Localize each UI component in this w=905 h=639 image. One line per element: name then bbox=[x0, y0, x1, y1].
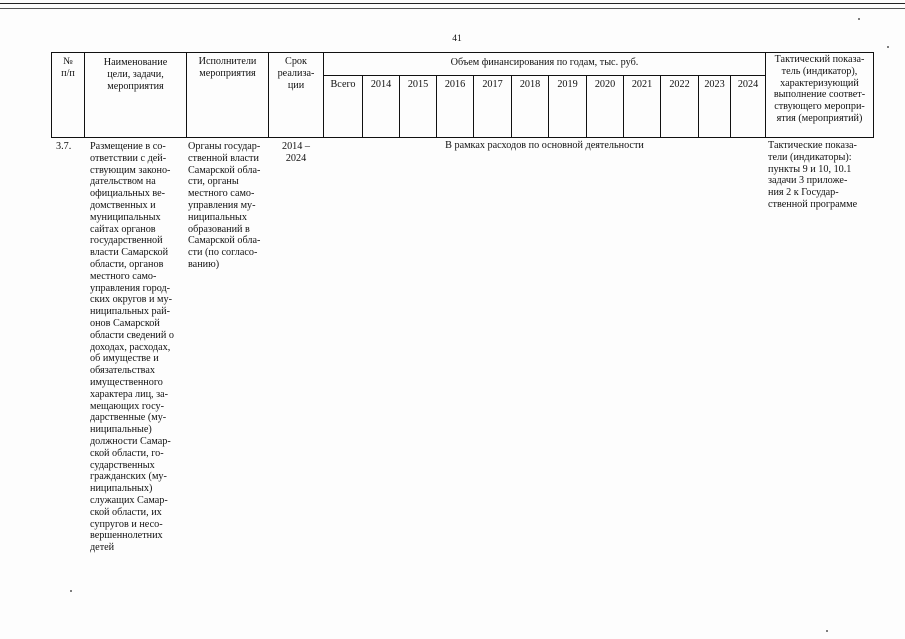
row-funding: В рамках расходов по основной деятельности bbox=[445, 140, 644, 151]
header-executors: Исполнители мероприятия bbox=[198, 56, 257, 79]
scan-speck bbox=[887, 46, 889, 48]
header-name: Наименование цели, задачи, мероприятия bbox=[103, 57, 168, 92]
header-term: Срок реализа- ции bbox=[277, 56, 315, 91]
row-term: 2014 – 2024 bbox=[281, 141, 310, 164]
header-year: 2020 bbox=[594, 79, 616, 90]
scan-edge-line bbox=[0, 8, 905, 9]
header-year: 2014 bbox=[370, 79, 392, 90]
row-name: Размещение в со- ответствии с дей- ствующим законо- дательством на официальных ве- домственных и муниципальных сайтах органов государственной власти Самарской области, органов местного само- управления город- ских округов и му- ниципальных рай- онов Самарской области сведений о доходах, расходах, об имуществе и обязательствах имущественного характера лиц, за- мещающих госу- дарственные (му- ниципальные) должности Самар- ской области, го- сударственных гражданских (му- ниципальных) служащих Самар- ской области, их супругов и несо- вершеннолетних детей bbox=[90, 141, 174, 554]
header-year: 2023 bbox=[704, 79, 725, 90]
row-number: 3.7. bbox=[56, 141, 72, 152]
scan-speck bbox=[70, 590, 72, 592]
scan-edge-line bbox=[0, 3, 905, 4]
header-total: Всего bbox=[330, 79, 356, 90]
scan-speck bbox=[858, 18, 860, 20]
header-year: 2019 bbox=[557, 79, 578, 90]
header-number: № п/п bbox=[61, 56, 75, 79]
header-year: 2021 bbox=[631, 79, 653, 90]
header-year: 2015 bbox=[407, 79, 429, 90]
row-indicator: Тактические показа- тели (индикаторы): пункты 9 и 10, 10.1 задачи 3 приложе- ния 2 к Государ- ственной программе bbox=[768, 140, 858, 210]
header-year: 2016 bbox=[444, 79, 466, 90]
header-indicator: Тактический показа- тель (индикатор), характеризующий выполнение соответ- ствующего меропри- ятия (мероприятий) bbox=[773, 54, 866, 124]
row-executors: Органы государ- ственной власти Самарской обла- сти, органы местного само- управления му- ниципальных образований в Самарской обла- сти (по согласо- ванию) bbox=[188, 141, 261, 270]
scan-speck bbox=[826, 630, 828, 632]
header-funding: Объем финансирования по годам, тыс. руб. bbox=[450, 57, 639, 68]
header-year: 2018 bbox=[519, 79, 541, 90]
header-year: 2022 bbox=[669, 79, 690, 90]
header-year: 2024 bbox=[737, 79, 759, 90]
page-number: 41 bbox=[452, 34, 462, 44]
header-year: 2017 bbox=[482, 79, 503, 90]
